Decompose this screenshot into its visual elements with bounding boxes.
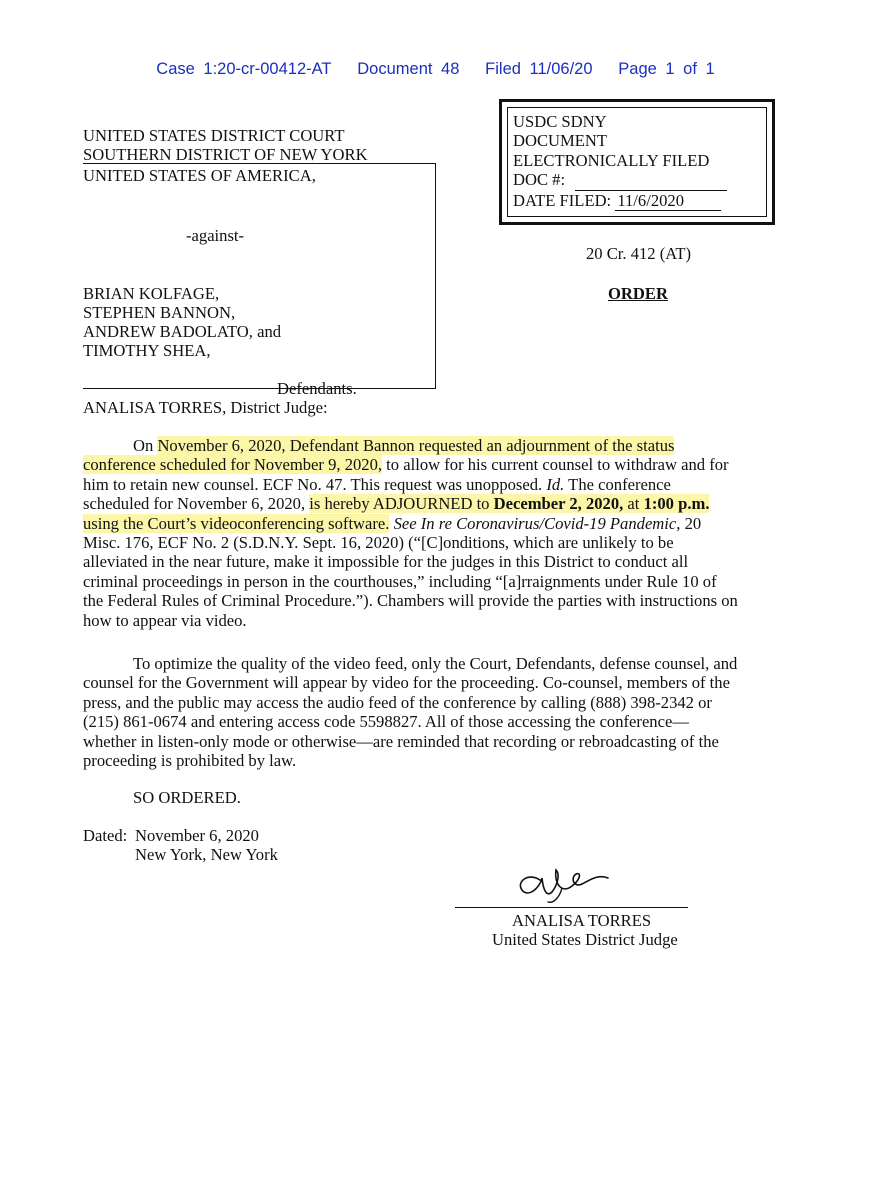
p1-highlight-time: 1:00 p.m. — [643, 494, 710, 514]
dated-label: Dated: — [83, 826, 128, 845]
p2-text: To optimize the quality of the video feed, only the Court, Defendants, defense counsel, and counsel for the Government will appear by video for the proceeding. Co-counsel, members of the press, and the public may access the audio feed of the conference by calling (888) 398-2342 or (215) 861-0674 and entering access code 5598827. All of those accessing the conference—whether in listen-only mode or otherwise—are reminded that recording or rebroadcasting of the proceeding is prohibited by law. — [83, 654, 738, 771]
caption-defendant-3: ANDREW BADOLATO, and — [83, 322, 282, 341]
court-name: UNITED STATES DISTRICT COURT — [83, 126, 345, 145]
case-number: 20 Cr. 412 (AT) — [586, 244, 692, 263]
caption-defendant-4: TIMOTHY SHEA, — [83, 341, 211, 360]
caption-plaintiff: UNITED STATES OF AMERICA, — [83, 166, 316, 185]
ecf-header — [0, 60, 871, 79]
filing-stamp — [499, 99, 775, 225]
signature-line — [455, 907, 688, 908]
p1-highlight-at: at — [623, 494, 644, 514]
header-document: Document 48 — [357, 60, 460, 78]
p1-text-3: The conference scheduled for November 6, 2020, — [83, 474, 671, 514]
header-case: Case 1:20-cr-00412-AT — [156, 60, 332, 78]
p1-text-2: to allow for his current counsel to withdraw and for him to retain new counsel. ECF No. 47. This request was unopposed. — [83, 455, 729, 494]
order-title: ORDER — [608, 284, 668, 303]
caption-defendant-1: BRIAN KOLFAGE, — [83, 284, 220, 303]
stamp-doc-label: DOC #: — [513, 170, 566, 190]
dated-place: New York, New York — [135, 845, 278, 864]
caption-against: -against- — [186, 226, 245, 245]
order-paragraph-1 — [83, 436, 738, 630]
p1-text-5: , 20 Misc. 176, ECF No. 2 (S.D.N.Y. Sept. 16, 2020) (“[C]onditions, which are unlikely to be alleviated in the near future, make it impossible for the judges in this District to conduct all criminal proceedings in person in the courthouses,” including “[a]rraignments under Rule 10 of the Federal Rules of Criminal Procedure.”). Chambers will provide the parties with instructions on how to appear via video. — [83, 513, 738, 630]
header-page: Page 1 of 1 — [618, 60, 715, 78]
stamp-line-2: DOCUMENT — [513, 131, 608, 151]
signature-title: United States District Judge — [492, 930, 678, 949]
dated-value: November 6, 2020 — [135, 826, 259, 845]
judge-line: ANALISA TORRES, District Judge: — [83, 398, 328, 417]
stamp-doc-row — [513, 170, 766, 190]
stamp-date-row — [513, 191, 766, 211]
stamp-doc-blank — [575, 170, 727, 190]
judge-signature — [510, 858, 620, 906]
filing-stamp-inner — [507, 107, 767, 217]
stamp-date-value: 11/6/2020 — [615, 191, 721, 211]
p1-see-cite: See In re Coronavirus/Covid-19 Pandemic — [393, 513, 677, 533]
court-district: SOUTHERN DISTRICT OF NEW YORK — [83, 145, 368, 164]
stamp-line-3: ELECTRONICALLY FILED — [513, 150, 710, 170]
signature-name: ANALISA TORRES — [512, 911, 652, 930]
header-filed: Filed 11/06/20 — [485, 60, 593, 78]
stamp-line-1: USDC SDNY — [513, 112, 607, 131]
stamp-date-label: DATE FILED: — [513, 190, 612, 210]
p1-highlight-date: December 2, 2020, — [493, 494, 624, 514]
p1-highlight-2: is hereby ADJOURNED to — [309, 494, 494, 514]
order-paragraph-2 — [83, 654, 738, 770]
caption-defendants-label: Defendants. — [277, 379, 357, 398]
so-ordered: SO ORDERED. — [133, 788, 241, 807]
p1-highlight-1: November 6, 2020, Defendant Bannon requested an adjournment of the status conference scheduled for November 9, 2020, — [83, 436, 675, 475]
p1-highlight-3: using the Court’s videoconferencing software. — [83, 513, 390, 533]
caption-defendant-2: STEPHEN BANNON, — [83, 303, 236, 322]
p1-id-cite: Id. — [546, 474, 565, 494]
p1-text-1: On — [133, 436, 158, 455]
